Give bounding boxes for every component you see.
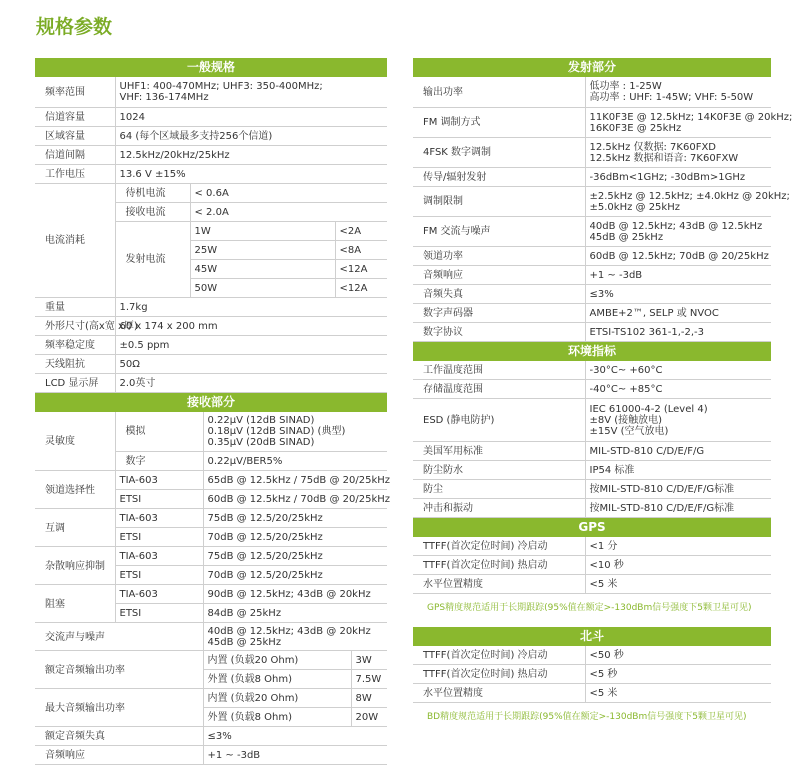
rated-audio-int-value: 3W: [351, 651, 387, 670]
beidou-spec-table: [413, 646, 771, 703]
mod-limit-label: 调制限制: [413, 186, 585, 216]
esd-value: IEC 61000-4-2 (Level 4) ±8V (接触放电) ±15V (空气放电): [585, 398, 771, 441]
hum-noise-label: 交流声与噪声: [35, 623, 203, 651]
shock-vibration-label: 冲击和振动: [413, 498, 585, 517]
mod-limit-value: ±2.5kHz @ 12.5kHz; ±4.0kHz @ 20kHz; ±5.0kHz @ 25kHz: [585, 186, 771, 216]
blocking-tia-value: 90dB @ 12.5kHz; 43dB @ 20kHz: [203, 585, 387, 604]
freq-stability-label: 频率稳定度: [35, 335, 115, 354]
lcd-label: LCD 显示屏: [35, 373, 115, 392]
bd-accuracy-value: <5 米: [585, 683, 771, 702]
tx-current-1: <2A: [335, 221, 387, 240]
digital-protocol-value: ETSI-TS102 361-1,-2,-3: [585, 322, 771, 341]
mil-std-label: 美国军用标准: [413, 441, 585, 460]
receive-spec-table: [35, 412, 387, 765]
adjacent-tia-value: 65dB @ 12.5kHz / 75dB @ 20/25kHz: [203, 471, 387, 490]
tx-audio-response-value: +1 ~ -3dB: [585, 265, 771, 284]
fm-modulation-value: 11K0F3E @ 12.5kHz; 14K0F3E @ 20kHz; 16K0F3E @ 25kHz: [585, 107, 771, 137]
general-spec-table: [35, 77, 387, 393]
rated-audio-ext-label: 外置 (负载8 Ohm): [203, 670, 351, 689]
gps-spec-table: [413, 537, 771, 594]
sensitivity-analog-value: 0.22μV (12dB SINAD) 0.18μV (12dB SINAD) (典型) 0.35μV (20dB SINAD): [203, 412, 387, 452]
transmit-spec-table: [413, 77, 771, 342]
gps-cold-start-value: <1 分: [585, 537, 771, 556]
operating-temp-value: -30°C~ +60°C: [585, 361, 771, 380]
rated-distortion-value: ≤3%: [203, 727, 387, 746]
dust-label: 防尘: [413, 479, 585, 498]
gps-accuracy-label: 水平位置精度: [413, 574, 585, 593]
sensitivity-digital-value: 0.22μV/BER5%: [203, 452, 387, 471]
bd-cold-start-value: <50 秒: [585, 646, 771, 665]
blocking-etsi-label: ETSI: [115, 604, 203, 623]
rated-audio-ext-value: 7.5W: [351, 670, 387, 689]
adjacent-power-value: 60dB @ 12.5kHz; 70dB @ 20/25kHz: [585, 246, 771, 265]
voltage-label: 工作电压: [35, 164, 115, 183]
tx-power-3: 45W: [190, 259, 335, 278]
dimensions-label: 外形尺寸(高x宽 x厚): [35, 316, 115, 335]
conducted-emission-value: -36dBm<1GHz; -30dBm>1GHz: [585, 167, 771, 186]
rated-audio-int-label: 内置 (负载20 Ohm): [203, 651, 351, 670]
max-audio-ext-label: 外置 (负载8 Ohm): [203, 708, 351, 727]
adjacent-etsi-value: 60dB @ 12.5kHz / 70dB @ 20/25kHz: [203, 490, 387, 509]
gps-note: GPS精度规范适用于长期跟踪(95%值在额定>-130dBm信号强度下5颗卫星可见): [413, 594, 771, 613]
max-audio-int-label: 内置 (负载20 Ohm): [203, 689, 351, 708]
standby-current-label: 待机电流: [115, 183, 190, 202]
receive-section-header: 接收部分: [35, 393, 387, 412]
conducted-emission-label: 传导/辐射发射: [413, 167, 585, 186]
gps-cold-start-label: TTFF(首次定位时间) 冷启动: [413, 537, 585, 556]
tx-current-label: 发射电流: [115, 221, 190, 297]
adjacent-selectivity-label: 领道选择性: [35, 471, 115, 509]
intermod-label: 互调: [35, 509, 115, 547]
gps-section-header: GPS: [413, 518, 771, 537]
max-audio-ext-value: 20W: [351, 708, 387, 727]
digital-protocol-label: 数字协议: [413, 322, 585, 341]
output-power-value: 低功率 : 1-25W 高功率 : UHF: 1-45W; VHF: 5-50W: [585, 77, 771, 107]
blocking-tia-label: TIA-603: [115, 585, 203, 604]
tx-power-1: 1W: [190, 221, 335, 240]
channel-capacity-value: 1024: [115, 107, 387, 126]
environment-section-header: 环境指标: [413, 342, 771, 361]
sensitivity-analog-label: 模拟: [115, 412, 203, 452]
bd-hot-start-value: <5 秒: [585, 664, 771, 683]
freq-range-value: UHF1: 400-470MHz; UHF3: 350-400MHz; VHF: 136-174MHz: [115, 77, 387, 107]
dust-value: 按MIL-STD-810 C/D/E/F/G标准: [585, 479, 771, 498]
fsk-modulation-value: 12.5kHz 仅数据: 7K60FXD 12.5kHz 数据和语音: 7K60FXW: [585, 137, 771, 167]
blocking-etsi-value: 84dB @ 25kHz: [203, 604, 387, 623]
intermod-etsi-value: 70dB @ 12.5/20/25kHz: [203, 528, 387, 547]
bd-accuracy-label: 水平位置精度: [413, 683, 585, 702]
standby-current-value: < 0.6A: [190, 183, 387, 202]
fm-modulation-label: FM 调制方式: [413, 107, 585, 137]
intermod-tia-label: TIA-603: [115, 509, 203, 528]
bd-cold-start-label: TTFF(首次定位时间) 冷启动: [413, 646, 585, 665]
tx-audio-distortion-value: ≤3%: [585, 284, 771, 303]
gps-hot-start-label: TTFF(首次定位时间) 热启动: [413, 555, 585, 574]
dimensions-value: 60 x 174 x 200 mm: [115, 316, 387, 335]
bd-hot-start-label: TTFF(首次定位时间) 热启动: [413, 664, 585, 683]
mil-std-value: MIL-STD-810 C/D/E/F/G: [585, 441, 771, 460]
spurious-rejection-label: 杂散响应抑制: [35, 547, 115, 585]
tx-audio-distortion-label: 音频失真: [413, 284, 585, 303]
fm-hum-noise-label: FM 交流与噪声: [413, 216, 585, 246]
intermod-etsi-label: ETSI: [115, 528, 203, 547]
freq-stability-value: ±0.5 ppm: [115, 335, 387, 354]
beidou-section-header: 北斗: [413, 627, 771, 646]
receive-current-value: < 2.0A: [190, 202, 387, 221]
operating-temp-label: 工作温度范围: [413, 361, 585, 380]
rated-distortion-label: 额定音频失真: [35, 727, 203, 746]
spurious-tia-label: TIA-603: [115, 547, 203, 566]
esd-label: ESD (静电防护): [413, 398, 585, 441]
receive-current-label: 接收电流: [115, 202, 190, 221]
tx-current-4: <12A: [335, 278, 387, 297]
voltage-value: 13.6 V ±15%: [115, 164, 387, 183]
freq-range-label: 频率范围: [35, 77, 115, 107]
shock-vibration-value: 按MIL-STD-810 C/D/E/F/G标准: [585, 498, 771, 517]
fm-hum-noise-value: 40dB @ 12.5kHz; 43dB @ 12.5kHz 45dB @ 25kHz: [585, 216, 771, 246]
channel-spacing-label: 信道间隔: [35, 145, 115, 164]
storage-temp-label: 存储温度范围: [413, 379, 585, 398]
intermod-tia-value: 75dB @ 12.5/20/25kHz: [203, 509, 387, 528]
adjacent-etsi-label: ETSI: [115, 490, 203, 509]
tx-power-4: 50W: [190, 278, 335, 297]
vocoder-value: AMBE+2™, SELP 或 NVOC: [585, 303, 771, 322]
max-audio-label: 最大音频输出功率: [35, 689, 203, 727]
channel-spacing-value: 12.5kHz/20kHz/25kHz: [115, 145, 387, 164]
weight-label: 重量: [35, 297, 115, 316]
zone-capacity-label: 区域容量: [35, 126, 115, 145]
antenna-impedance-value: 50Ω: [115, 354, 387, 373]
hum-noise-value: 40dB @ 12.5kHz; 43dB @ 20kHz 45dB @ 25kHz: [203, 623, 387, 651]
spurious-etsi-value: 70dB @ 12.5/20/25kHz: [203, 566, 387, 585]
tx-power-2: 25W: [190, 240, 335, 259]
ip-rating-value: IP54 标准: [585, 460, 771, 479]
tx-current-2: <8A: [335, 240, 387, 259]
gps-hot-start-value: <10 秒: [585, 555, 771, 574]
vocoder-label: 数字声码器: [413, 303, 585, 322]
rated-audio-label: 额定音频输出功率: [35, 651, 203, 689]
output-power-label: 输出功率: [413, 77, 585, 107]
fsk-modulation-label: 4FSK 数字调制: [413, 137, 585, 167]
adjacent-tia-label: TIA-603: [115, 471, 203, 490]
audio-response-value: +1 ~ -3dB: [203, 746, 387, 765]
current-consumption-label: 电流消耗: [35, 183, 115, 297]
channel-capacity-label: 信道容量: [35, 107, 115, 126]
lcd-value: 2.0英寸: [115, 373, 387, 392]
page-title: 规格参数: [36, 12, 112, 39]
spurious-etsi-label: ETSI: [115, 566, 203, 585]
blocking-label: 阻塞: [35, 585, 115, 623]
tx-current-3: <12A: [335, 259, 387, 278]
sensitivity-label: 灵敏度: [35, 412, 115, 471]
beidou-note: BD精度规范适用于长期跟踪(95%值在额定>-130dBm信号强度下5颗卫星可见): [413, 703, 771, 722]
antenna-impedance-label: 天线阻抗: [35, 354, 115, 373]
storage-temp-value: -40°C~ +85°C: [585, 379, 771, 398]
environment-spec-table: [413, 361, 771, 518]
ip-rating-label: 防尘防水: [413, 460, 585, 479]
zone-capacity-value: 64 (每个区域最多支持256个信道): [115, 126, 387, 145]
gps-accuracy-value: <5 米: [585, 574, 771, 593]
max-audio-int-value: 8W: [351, 689, 387, 708]
audio-response-label: 音频响应: [35, 746, 203, 765]
adjacent-power-label: 领道功率: [413, 246, 585, 265]
transmit-section-header: 发射部分: [413, 58, 771, 77]
general-spec-header: 一般规格: [35, 58, 387, 77]
spurious-tia-value: 75dB @ 12.5/20/25kHz: [203, 547, 387, 566]
weight-value: 1.7kg: [115, 297, 387, 316]
left-column: [35, 58, 387, 765]
sensitivity-digital-label: 数字: [115, 452, 203, 471]
right-column: [413, 58, 771, 722]
tx-audio-response-label: 音频响应: [413, 265, 585, 284]
